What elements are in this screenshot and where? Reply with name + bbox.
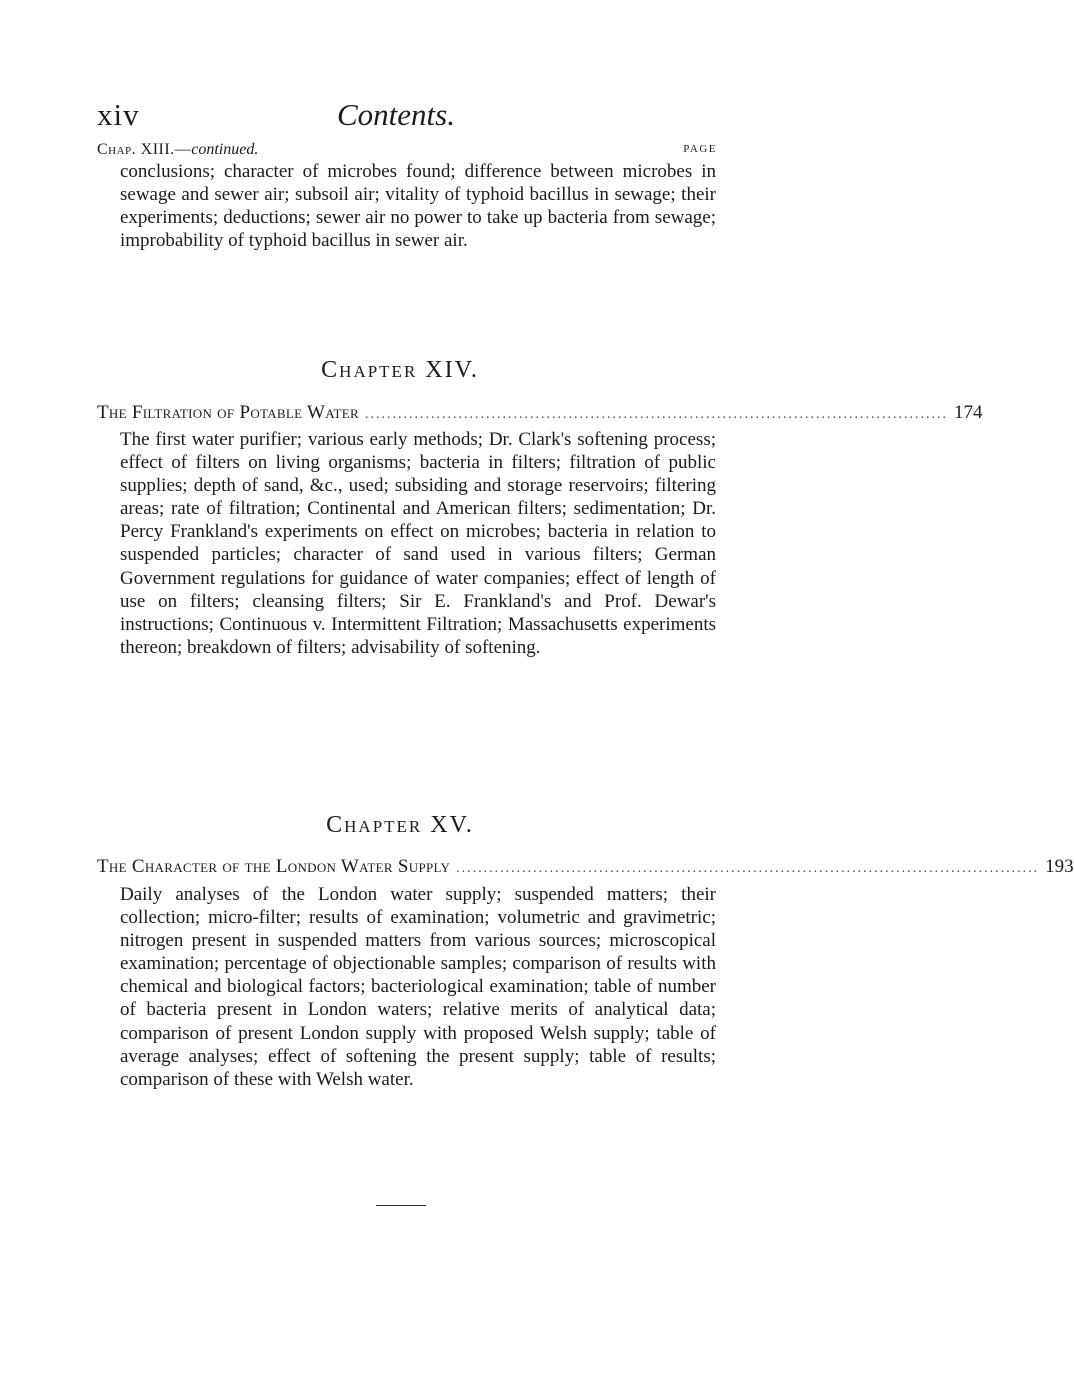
chapter-xv-summary: Daily analyses of the London water supply; suspended matters; their collection; micro-filter; results of examination; volumetric and gravimetric; nitrogen present in suspended matters from various sources; microscopical examination; percentage of objectionable samples; comparison of results with chemical and biological factors; bacteriological examination; table of number of bacteria present in London waters; relative merits of analytical data; comparison of present London supply with proposed Welsh supply; table of average analyses; effect of softening the present supply; table of results; comparison of these with Welsh water. <box>120 884 716 1090</box>
running-title: Contents. <box>337 97 455 132</box>
page-number: xiv <box>97 97 140 132</box>
continued-label: continued. <box>191 141 259 158</box>
chapter-xv-title: The Character of the London Water Supply <box>97 856 451 877</box>
chapter-xiv-summary: The first water purifier; various early methods; Dr. Clark's softening process; effect of filters on living organisms; bacteria in filters; filtration of public supplies; depth of sand, &c., used; subsiding and storage reservoirs; filtering areas; rate of filtration; Continental and American filters; sedimentation; Dr. Percy Frankland's experiments on effect on microbes; bacteria in relation to suspended particles; character of sand used in various filters; German Government regulations for guidance of water companies; effect of length of use on filters; cleansing filters; Sir E. Frankland's and Prof. Dewar's instructions; Continuous v. Intermittent Filtration; Massachusetts experiments thereon; breakdown of filters; advisability of softening. <box>120 429 716 658</box>
end-rule <box>376 1205 426 1206</box>
page-column-label: PAGE <box>683 143 717 155</box>
continuation-line <box>97 141 717 159</box>
chapter-continued-label: Chap. XIII.— <box>97 141 192 158</box>
chapter-xiv-heading: Chapter XIV. <box>321 357 479 383</box>
chapter-xiv-title: The Filtration of Potable Water <box>97 402 359 423</box>
chapter-xv-leader: .......................................................................................................... <box>456 861 1040 876</box>
chapter-xiii-summary: conclusions; character of microbes found; difference between microbes in sewage and sewer air; subsoil air; vitality of typhoid bacillus in sewage; their experiments; deductions; sewer air no power to take up bacteria from sewage; improbability of typhoid bacillus in sewer air. <box>120 161 716 252</box>
chapter-xv-heading: Chapter XV. <box>326 812 474 838</box>
chapter-xv-page: 193 <box>1045 856 1074 877</box>
chapter-xiv-entry <box>97 402 983 426</box>
running-head <box>97 97 717 133</box>
chapter-xv-entry <box>97 856 1074 880</box>
chapter-xiv-leader: .......................................................................................................... <box>365 407 948 422</box>
chapter-xiv-page: 174 <box>954 402 983 423</box>
